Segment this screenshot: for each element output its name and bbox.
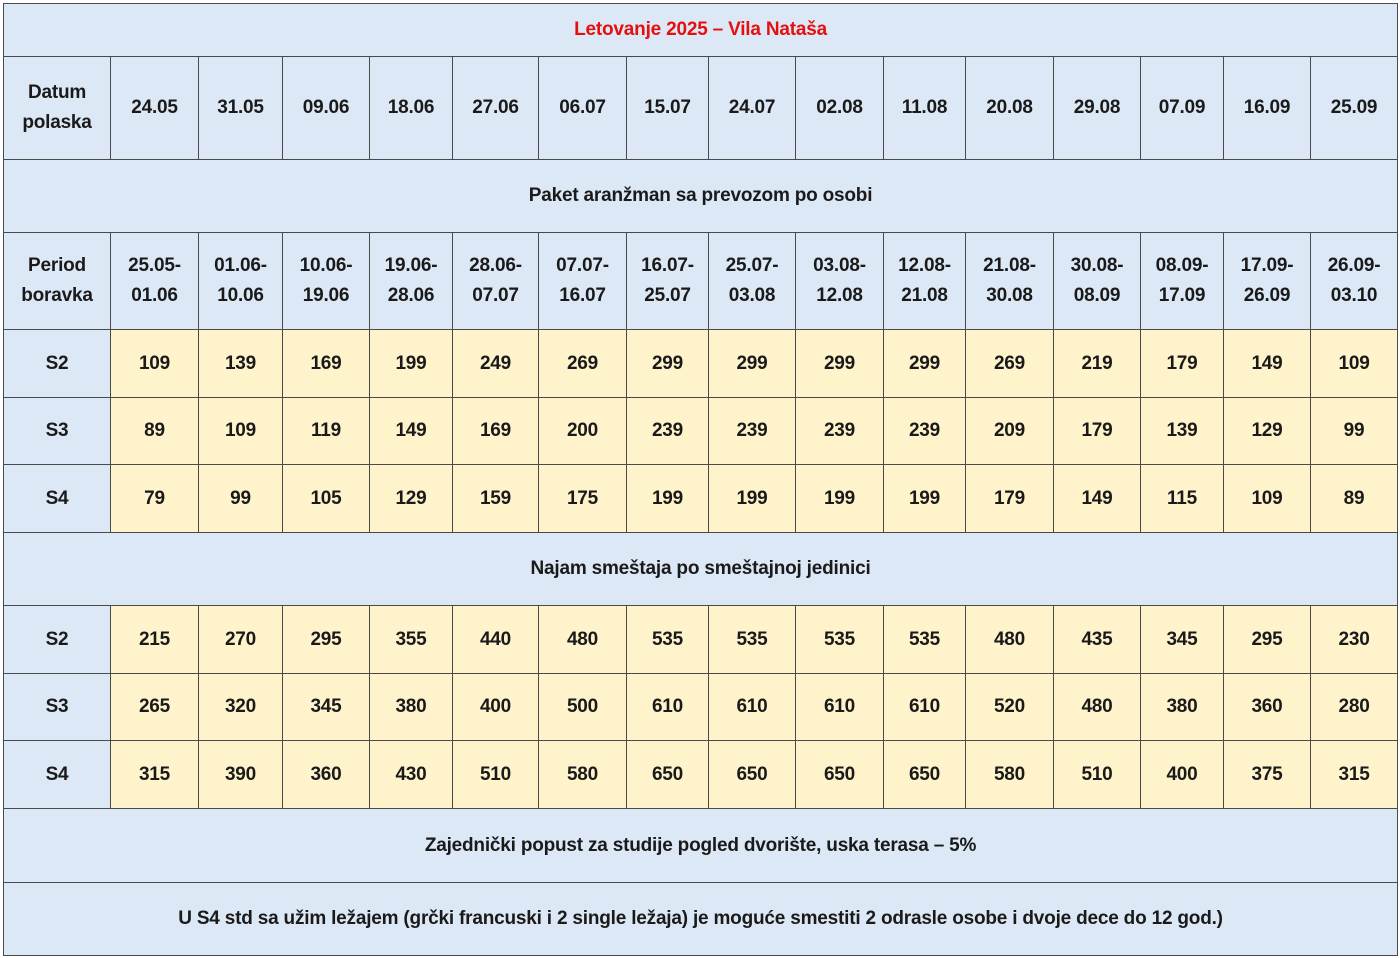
departure-date-cell: 24.07 (709, 57, 796, 160)
departure-date-cell: 11.08 (884, 57, 966, 160)
departure-date-cell: 16.09 (1224, 57, 1311, 160)
stay-period-start: 01.06- (214, 255, 267, 276)
departure-date-cell: 18.06 (370, 57, 453, 160)
price-cell: 209 (966, 398, 1054, 465)
stay-period-start: 25.05- (128, 255, 181, 276)
price-cell: 109 (1311, 330, 1398, 398)
price-cell: 109 (199, 398, 283, 465)
stay-period-cell (370, 233, 453, 330)
price-cell: 200 (539, 398, 627, 465)
price-cell: 535 (884, 606, 966, 674)
price-cell: 320 (199, 674, 283, 741)
price-cell: 580 (539, 741, 627, 809)
stay-period-row (4, 233, 1398, 330)
price-cell: 129 (1224, 398, 1311, 465)
price-cell: 295 (283, 606, 370, 674)
price-cell: 230 (1311, 606, 1398, 674)
departure-date-cell: 20.08 (966, 57, 1054, 160)
price-cell: 610 (709, 674, 796, 741)
price-cell: 440 (453, 606, 539, 674)
stay-period-end: 07.07 (472, 285, 519, 306)
stay-period-end: 26.09 (1243, 285, 1291, 306)
stay-period-start: 12.08- (898, 255, 951, 276)
unit-type-label: S4 (4, 741, 111, 809)
table-title: Letovanje 2025 – Vila Nataša (4, 4, 1398, 57)
price-cell: 360 (1224, 674, 1311, 741)
departure-date-cell: 25.09 (1311, 57, 1398, 160)
price-cell: 650 (796, 741, 884, 809)
price-cell: 375 (1224, 741, 1311, 809)
departure-date-cell: 29.08 (1054, 57, 1141, 160)
unit-type-label: S2 (4, 606, 111, 674)
departure-label (4, 57, 111, 160)
price-cell: 239 (796, 398, 884, 465)
title-row (4, 4, 1398, 57)
price-cell: 610 (627, 674, 709, 741)
price-cell: 650 (627, 741, 709, 809)
departure-date-cell: 06.07 (539, 57, 627, 160)
unit-type-label: S2 (4, 330, 111, 398)
stay-period-end: 03.08 (728, 285, 776, 306)
stay-period-cell (453, 233, 539, 330)
stay-period-start: 26.09- (1327, 255, 1381, 276)
price-cell: 199 (884, 465, 966, 533)
price-cell: 535 (709, 606, 796, 674)
stay-period-cell (884, 233, 966, 330)
price-cell: 149 (1224, 330, 1311, 398)
package-row-s4 (4, 465, 1398, 533)
price-cell: 149 (1054, 465, 1141, 533)
price-cell: 89 (1311, 465, 1398, 533)
price-cell: 149 (370, 398, 453, 465)
departure-date-cell: 15.07 (627, 57, 709, 160)
price-cell: 355 (370, 606, 453, 674)
stay-period-start: 16.07- (641, 255, 694, 276)
price-cell: 650 (884, 741, 966, 809)
price-cell: 139 (1141, 398, 1224, 465)
price-cell: 580 (966, 741, 1054, 809)
price-cell: 345 (283, 674, 370, 741)
stay-period-start: 10.06- (299, 255, 353, 276)
price-cell: 295 (1224, 606, 1311, 674)
stay-period-start: 03.08- (813, 255, 866, 276)
departure-date-cell: 02.08 (796, 57, 884, 160)
s4-note: U S4 std sa užim ležajem (grčki francuski i 2 single ležaja) je moguće smestiti 2 odrasle osobe i dvoje dece do 12 god.) (4, 883, 1398, 956)
price-cell: 179 (966, 465, 1054, 533)
stay-period-end: 17.09 (1158, 285, 1206, 306)
price-cell: 139 (199, 330, 283, 398)
departure-date-cell: 07.09 (1141, 57, 1224, 160)
departure-date-cell: 27.06 (453, 57, 539, 160)
price-cell: 480 (966, 606, 1054, 674)
stay-period-start: 28.06- (469, 255, 522, 276)
stay-period-end: 30.08 (986, 285, 1033, 306)
price-cell: 380 (1141, 674, 1224, 741)
price-cell: 430 (370, 741, 453, 809)
stay-period-start: 30.08- (1070, 255, 1124, 276)
price-cell: 299 (884, 330, 966, 398)
price-cell: 480 (539, 606, 627, 674)
stay-period-start: 08.09- (1155, 255, 1209, 276)
price-cell: 345 (1141, 606, 1224, 674)
stay-period-end: 28.06 (387, 285, 435, 306)
price-cell: 360 (283, 741, 370, 809)
price-table (3, 3, 1398, 956)
stay-period-cell (111, 233, 199, 330)
price-cell: 380 (370, 674, 453, 741)
stay-period-cell (1054, 233, 1141, 330)
s4-note-row (4, 883, 1398, 956)
departure-label-line-2: polaska (22, 112, 92, 133)
price-cell: 79 (111, 465, 199, 533)
price-cell: 109 (1224, 465, 1311, 533)
price-cell: 179 (1054, 398, 1141, 465)
stay-period-end: 21.08 (901, 285, 948, 306)
price-cell: 249 (453, 330, 539, 398)
rental-section-row (4, 533, 1398, 606)
price-cell: 315 (1311, 741, 1398, 809)
price-cell: 299 (627, 330, 709, 398)
rental-row-s4 (4, 741, 1398, 809)
rental-row-s3 (4, 674, 1398, 741)
departure-label-line-1: Datum (27, 82, 87, 103)
stay-period-end: 03.10 (1330, 285, 1378, 306)
price-cell: 535 (627, 606, 709, 674)
price-cell: 199 (370, 330, 453, 398)
stay-period-end: 12.08 (816, 285, 863, 306)
stay-period-cell (709, 233, 796, 330)
price-cell: 500 (539, 674, 627, 741)
price-cell: 109 (111, 330, 199, 398)
price-cell: 510 (1054, 741, 1141, 809)
price-cell: 270 (199, 606, 283, 674)
price-cell: 400 (1141, 741, 1224, 809)
discount-note-row (4, 809, 1398, 883)
price-cell: 89 (111, 398, 199, 465)
price-cell: 269 (539, 330, 627, 398)
stay-period-cell (199, 233, 283, 330)
stay-period-end: 16.07 (559, 285, 606, 306)
price-cell: 510 (453, 741, 539, 809)
stay-period-cell (1311, 233, 1398, 330)
departure-date-cell: 31.05 (199, 57, 283, 160)
package-section-row (4, 160, 1398, 233)
price-cell: 199 (709, 465, 796, 533)
price-cell: 610 (884, 674, 966, 741)
stay-period-end: 01.06 (131, 285, 178, 306)
price-cell: 610 (796, 674, 884, 741)
price-cell: 115 (1141, 465, 1224, 533)
stay-period-start: 19.06- (384, 255, 438, 276)
departure-row (4, 57, 1398, 160)
unit-type-label: S4 (4, 465, 111, 533)
price-cell: 199 (796, 465, 884, 533)
stay-label (4, 233, 111, 330)
price-cell: 159 (453, 465, 539, 533)
stay-period-end: 10.06 (217, 285, 264, 306)
rental-section-title: Najam smeštaja po smeštajnoj jedinici (4, 533, 1398, 606)
stay-period-start: 21.08- (983, 255, 1036, 276)
price-cell: 400 (453, 674, 539, 741)
price-cell: 169 (283, 330, 370, 398)
discount-note: Zajednički popust za studije pogled dvorište, uska terasa – 5% (4, 809, 1398, 883)
price-cell: 299 (709, 330, 796, 398)
price-cell: 280 (1311, 674, 1398, 741)
price-cell: 239 (884, 398, 966, 465)
unit-type-label: S3 (4, 674, 111, 741)
package-row-s2 (4, 330, 1398, 398)
stay-period-end: 08.09 (1073, 285, 1121, 306)
stay-period-cell (539, 233, 627, 330)
price-cell: 119 (283, 398, 370, 465)
price-cell: 169 (453, 398, 539, 465)
stay-label-line-1: Period (28, 255, 86, 276)
stay-period-cell (796, 233, 884, 330)
price-cell: 239 (709, 398, 796, 465)
stay-period-start: 17.09- (1240, 255, 1294, 276)
package-section-title: Paket aranžman sa prevozom po osobi (4, 160, 1398, 233)
price-cell: 199 (627, 465, 709, 533)
stay-period-cell (627, 233, 709, 330)
price-cell: 175 (539, 465, 627, 533)
stay-period-cell (1224, 233, 1311, 330)
package-row-s3 (4, 398, 1398, 465)
price-cell: 129 (370, 465, 453, 533)
stay-period-start: 25.07- (725, 255, 779, 276)
departure-date-cell: 24.05 (111, 57, 199, 160)
stay-period-cell (283, 233, 370, 330)
stay-period-start: 07.07- (556, 255, 609, 276)
stay-period-cell (1141, 233, 1224, 330)
price-cell: 99 (199, 465, 283, 533)
price-cell: 105 (283, 465, 370, 533)
price-cell: 299 (796, 330, 884, 398)
price-cell: 219 (1054, 330, 1141, 398)
price-cell: 480 (1054, 674, 1141, 741)
price-cell: 390 (199, 741, 283, 809)
stay-period-end: 19.06 (302, 285, 350, 306)
price-cell: 239 (627, 398, 709, 465)
price-cell: 99 (1311, 398, 1398, 465)
departure-date-cell: 09.06 (283, 57, 370, 160)
price-cell: 265 (111, 674, 199, 741)
price-cell: 520 (966, 674, 1054, 741)
price-table-body (4, 4, 1398, 956)
price-cell: 215 (111, 606, 199, 674)
rental-row-s2 (4, 606, 1398, 674)
stay-period-end: 25.07 (644, 285, 691, 306)
price-cell: 650 (709, 741, 796, 809)
unit-type-label: S3 (4, 398, 111, 465)
price-cell: 435 (1054, 606, 1141, 674)
price-cell: 315 (111, 741, 199, 809)
price-cell: 269 (966, 330, 1054, 398)
stay-label-line-2: boravka (21, 285, 93, 306)
price-cell: 535 (796, 606, 884, 674)
stay-period-cell (966, 233, 1054, 330)
price-cell: 179 (1141, 330, 1224, 398)
